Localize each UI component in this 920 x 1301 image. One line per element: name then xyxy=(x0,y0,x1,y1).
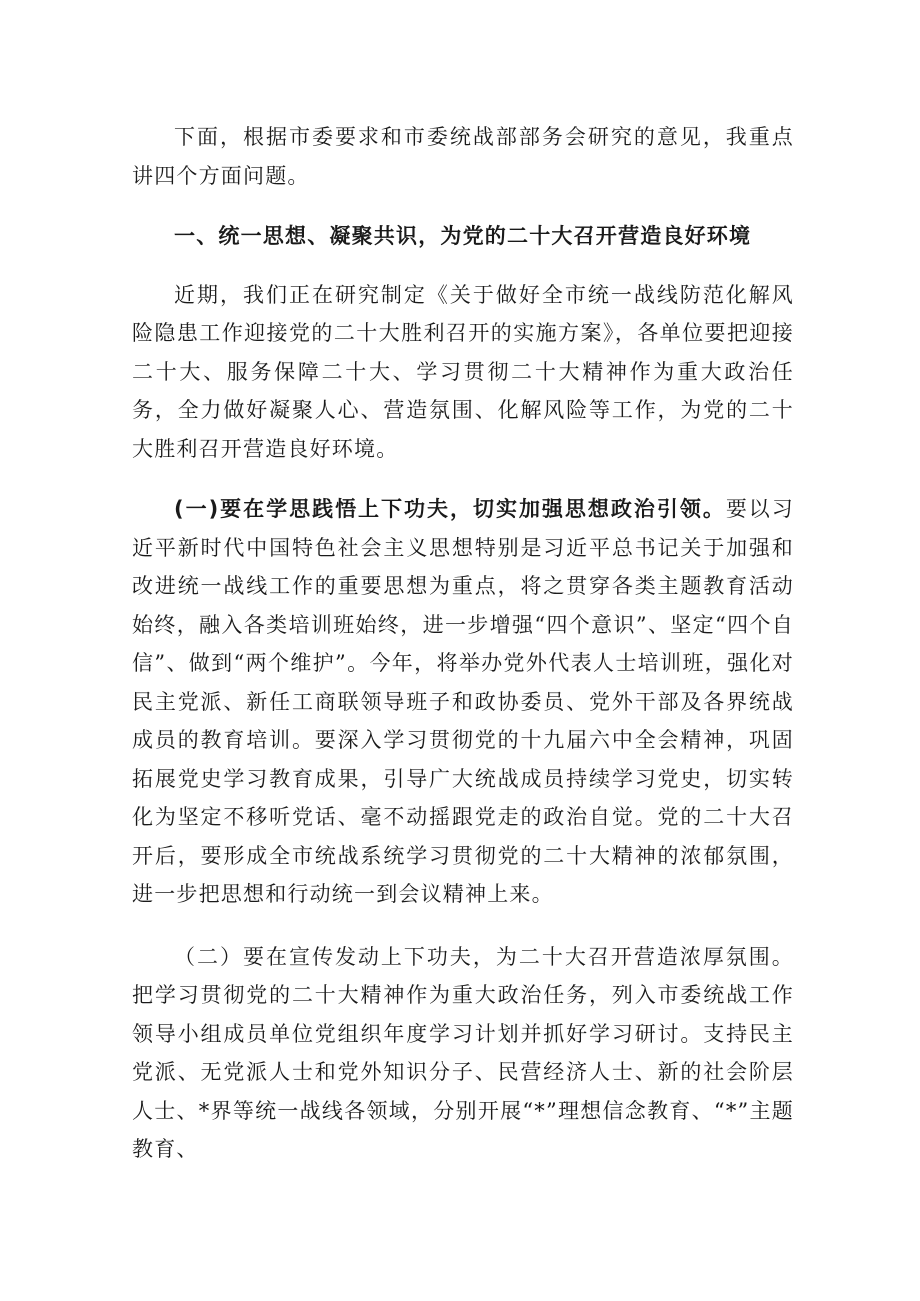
intro-paragraph: 下面，根据市委要求和市委统战部部务会研究的意见，我重点讲四个方面问题。 xyxy=(132,125,794,188)
subsection-1-body: 要以习近平新时代中国特色社会主义思想特别是习近平总书记关于加强和改进统一战线工作的重要思想为重点，将之贯穿各类主题教育活动始终，融入各类培训班始终，进一步增强“四个意识”、坚定“四个自信”、做到“两个维护”。今年，将举办党外代表人士培训班，强化对民主党派、新任工商联领导班子和政协委员、党外干部及各界统战成员的教育培训。要深入学习贯彻党的十九届六中全会精神，巩固拓展党史学习教育成果，引导广大统战成员持续学习党史，切实转化为坚定不移听党话、毫不动摇跟党走的政治自觉。党的二十大召开后，要形成全市统战系统学习贯彻党的二十大精神的浓郁氛围，进一步把思想和行动统一到会议精神上来。 xyxy=(132,497,794,906)
section-1-body: 近期，我们正在研究制定《关于做好全市统一战线防范化解风险隐患工作迎接党的二十大胜利召开的实施方案》，各单位要把迎接二十大、服务保障二十大、学习贯彻二十大精神作为重大政治任务，全力做好凝聚人心、营造氛围、化解风险等工作，为党的二十大胜利召开营造良好环境。 xyxy=(132,282,794,461)
section-1-heading: 一、统一思想、凝聚共识，为党的二十大召开营造良好环境 xyxy=(174,224,752,248)
subsection-1-paragraph xyxy=(132,490,794,914)
subsection-1-lead: (一)要在学思践悟上下功夫，切实加强思想政治引领。 xyxy=(174,497,726,521)
subsection-2-paragraph: （二）要在宣传发动上下功夫，为二十大召开营造浓厚氛围。把学习贯彻党的二十大精神作为重大政治任务，列入市委统战工作领导小组成员单位党组织年度学习计划并抓好学习研讨。支持民主党派、无党派人士和党外知识分子、民营经济人士、新的社会阶层人士、*界等统一战线各领域，分别开展“*”理想信念教育、“*”主题教育、 xyxy=(132,944,794,1161)
document-page xyxy=(132,118,794,1169)
